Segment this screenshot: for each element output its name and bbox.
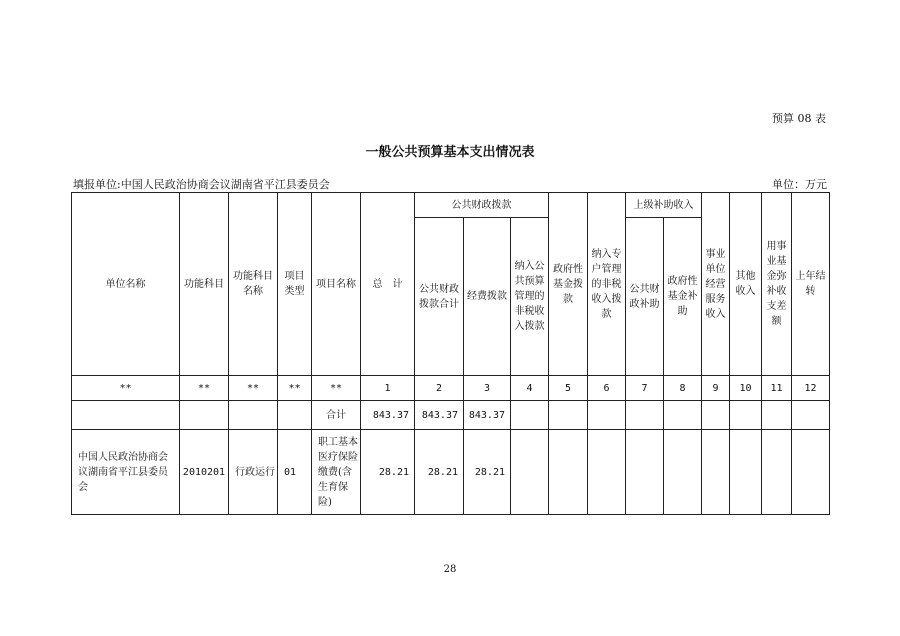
header-pf-nontax: 纳入公共预算管理的非税收入拨款 bbox=[511, 218, 549, 376]
page-title: 一般公共预算基本支出情况表 bbox=[365, 145, 535, 160]
header-other-income: 其他收入 bbox=[730, 193, 762, 376]
row-func-name: 行政运行 bbox=[229, 430, 278, 515]
filler-unit: 填报单位:中国人民政治协商会议湖南省平江县委员会 bbox=[73, 178, 330, 191]
header-fund-balance: 用事业基金弥补收支差额 bbox=[762, 193, 792, 376]
index-cell: 9 bbox=[702, 376, 730, 401]
index-cell: 7 bbox=[626, 376, 664, 401]
header-pf-total: 公共财政拨款合计 bbox=[415, 218, 464, 376]
index-cell: 10 bbox=[730, 376, 762, 401]
row-total: 28.21 bbox=[361, 430, 415, 515]
page-number: 28 bbox=[443, 564, 457, 575]
header-carryover: 上年结转 bbox=[792, 193, 830, 376]
index-cell: 5 bbox=[549, 376, 588, 401]
header-item-name: 项目名称 bbox=[312, 193, 361, 376]
row-pf-fund: 28.21 bbox=[464, 430, 511, 515]
header-func-code: 功能科目 bbox=[180, 193, 229, 376]
index-cell: ** bbox=[278, 376, 312, 401]
index-row bbox=[72, 376, 830, 401]
row-item-name: 职工基本医疗保险缴费(含生育保险) bbox=[312, 430, 361, 515]
header-upper-gov-fund: 政府性基金补助 bbox=[664, 218, 702, 376]
total-value: 843.37 bbox=[361, 401, 415, 430]
budget-table bbox=[71, 192, 830, 515]
header-gov-fund: 政府性基金拨款 bbox=[549, 193, 588, 376]
index-cell: 1 bbox=[361, 376, 415, 401]
row-func-code: 2010201 bbox=[180, 430, 229, 515]
header-public-finance: 公共财政拨款 bbox=[415, 193, 549, 218]
row-unit-name: 中国人民政治协商会议湖南省平江县委员会 bbox=[72, 430, 180, 515]
table-row bbox=[72, 430, 830, 515]
header-func-name: 功能科目名称 bbox=[229, 193, 278, 376]
total-row bbox=[72, 401, 830, 430]
index-cell: ** bbox=[229, 376, 278, 401]
index-cell: 11 bbox=[762, 376, 792, 401]
index-cell: 3 bbox=[464, 376, 511, 401]
index-cell: 6 bbox=[588, 376, 626, 401]
row-item-type: 01 bbox=[278, 430, 312, 515]
index-cell: 8 bbox=[664, 376, 702, 401]
form-code: 预算 08 表 bbox=[772, 112, 826, 125]
header-unit-name: 单位名称 bbox=[72, 193, 180, 376]
row-pf-total: 28.21 bbox=[415, 430, 464, 515]
header-upper-public: 公共财政补助 bbox=[626, 218, 664, 376]
header-total: 总 计 bbox=[361, 193, 415, 376]
index-cell: ** bbox=[72, 376, 180, 401]
header-upper-subsidy: 上级补助收入 bbox=[626, 193, 702, 218]
header-business-income: 事业单位经营服务收入 bbox=[702, 193, 730, 376]
money-unit: 单位：万元 bbox=[772, 178, 827, 191]
index-cell: ** bbox=[312, 376, 361, 401]
index-cell: 2 bbox=[415, 376, 464, 401]
total-pf-fund: 843.37 bbox=[464, 401, 511, 430]
header-special-nontax: 纳入专户管理的非税收入拨款 bbox=[588, 193, 626, 376]
header-pf-fund: 经费拨款 bbox=[464, 218, 511, 376]
total-pf-total: 843.37 bbox=[415, 401, 464, 430]
total-label: 合计 bbox=[312, 401, 361, 430]
header-item-type: 项目类型 bbox=[278, 193, 312, 376]
index-cell: 12 bbox=[792, 376, 830, 401]
index-cell: ** bbox=[180, 376, 229, 401]
index-cell: 4 bbox=[511, 376, 549, 401]
